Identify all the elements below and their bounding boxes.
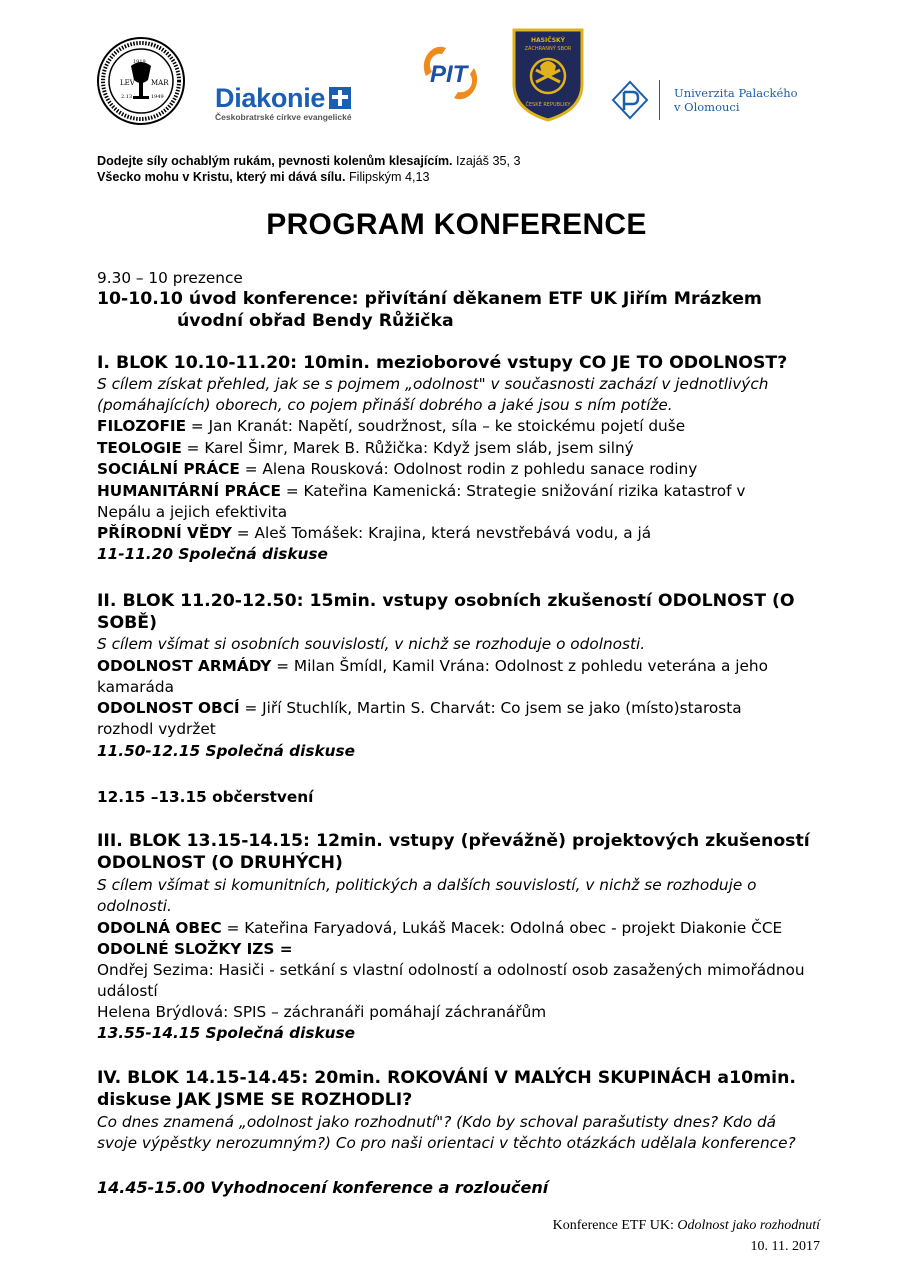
intro-prezence: 9.30 – 10 prezence <box>97 269 243 287</box>
blok1-desc-1: S cílem získat přehled, jak se s pojmem „odolnost" v současnosti zachází v jednotlivých <box>97 375 769 393</box>
seal-lev: LEV <box>120 79 135 87</box>
seal-mar: MAR <box>151 79 169 87</box>
blok4-desc-2: svoje výpěstky nerozumným?) Co pro naši orientaci v těchto otázkách udělala konference? <box>97 1134 796 1152</box>
item-text: = Kateřina Kamenická: Strategie snižování rizika katastrof v <box>280 482 746 500</box>
motto-quote-1: Dodejte síly ochablým rukám, pevnosti kolenům klesajícím. <box>97 154 453 168</box>
blok1-desc-2: (pomáhajících) oborech, co pojem přináší dobrého a jaké jsou s ním potíže. <box>97 396 673 414</box>
blok1-item-teologie <box>97 438 634 459</box>
footer-name: Odolnost jako rozhodnutí <box>677 1218 820 1233</box>
seal-logo <box>96 36 186 126</box>
diakonie-cross-icon <box>329 87 351 109</box>
blok3-item-izs: ODOLNÉ SLOŽKY IZS = <box>97 940 293 958</box>
hzs-logo <box>510 26 586 122</box>
blok3-item-obec <box>97 918 782 939</box>
blok3-desc-2: odolnosti. <box>97 897 172 915</box>
motto-quote-2: Všecko mohu v Kristu, který mi dává sílu. <box>97 170 346 184</box>
blok3-heading-2: ODOLNOST (O DRUHÝCH) <box>97 853 343 873</box>
item-field: FILOZOFIE <box>97 417 187 435</box>
hzs-bottom-text: ČESKÉ REPUBLIKY <box>525 102 571 108</box>
motto-line-1 <box>97 153 520 169</box>
seal-ref: 2.13 <box>121 94 133 100</box>
blok1-item-socialni <box>97 459 697 480</box>
blok3-item-izs-line3: Helena Brýdlová: SPIS – záchranáři pomáhají záchranářům <box>97 1003 547 1021</box>
item-text: = Jan Kranát: Napětí, soudržnost, síla – ke stoickému pojetí duše <box>186 417 686 435</box>
blok2-item-obci <box>97 698 742 719</box>
upol-emblem-icon <box>611 80 649 120</box>
intro-uvod: 10-10.10 úvod konference: přivítání děkanem ETF UK Jiřím Mrázkem <box>97 289 762 309</box>
blok1-item-prirodni <box>97 523 651 544</box>
item-field: ODOLNOST OBCÍ <box>97 699 240 717</box>
pit-logo <box>416 38 486 108</box>
item-field: PŘÍRODNÍ VĚDY <box>97 524 232 542</box>
blok4-desc-1: Co dnes znamená „odolnost jako rozhodnutí"? (Kdo by schoval parašutisty dnes? Kdo dá <box>97 1113 777 1131</box>
item-field: ODOLNOST ARMÁDY <box>97 657 272 675</box>
diakonie-logo <box>215 84 352 122</box>
blok1-item-filozofie <box>97 416 685 437</box>
item-text: = Jiří Stuchlík, Martin S. Charvát: Co jsem se jako (místo)starosta <box>239 699 742 717</box>
item-text: = Alena Rousková: Odolnost rodin z pohledu sanace rodiny <box>239 460 698 478</box>
blok3-desc-1: S cílem všímat si komunitních, politických a dalších souvislostí, v nichž se rozhoduje o <box>97 876 757 894</box>
page-title: PROGRAM KONFERENCE <box>266 208 647 241</box>
blok1-item-humanitarni <box>97 481 745 502</box>
blok2-discussion: 11.50-12.15 Společná diskuse <box>97 742 355 760</box>
seal-year1: 1919 <box>133 59 146 65</box>
blok3-item-izs-line1: Ondřej Sezima: Hasiči - setkání s vlastní odolností a odolností osob zasažených mimořádnou <box>97 961 805 979</box>
blok2-item-obci-cont: rozhodl vydržet <box>97 720 216 738</box>
blok3-discussion: 13.55-14.15 Společná diskuse <box>97 1024 355 1042</box>
blok3-heading-1: III. BLOK 13.15-14.15: 12min. vstupy (převážně) projektových zkušeností <box>97 831 810 851</box>
motto-line-2 <box>97 169 429 185</box>
blok2-heading-1: II. BLOK 11.20-12.50: 15min. vstupy osobních zkušeností ODOLNOST (O <box>97 591 795 611</box>
blok1-heading: I. BLOK 10.10-11.20: 10min. mezioborové vstupy CO JE TO ODOLNOST? <box>97 353 788 373</box>
item-field: HUMANITÁRNÍ PRÁCE <box>97 482 281 500</box>
item-text: = Karel Šimr, Marek B. Růžička: Když jsem sláb, jsem silný <box>181 439 634 457</box>
footer-conference <box>553 1216 820 1236</box>
diakonie-name: Diakonie <box>215 83 326 113</box>
blok2-desc: S cílem všímat si osobních souvislostí, v nichž se rozhoduje o odolnosti. <box>97 635 646 653</box>
logo-row <box>0 0 913 140</box>
footer-date: 10. 11. 2017 <box>750 1239 820 1254</box>
closing-line: 14.45-15.00 Vyhodnocení konference a rozloučení <box>97 1178 549 1197</box>
upol-divider <box>659 80 660 120</box>
upol-logo <box>611 80 798 120</box>
blok2-heading-2: SOBĚ) <box>97 613 158 633</box>
break-refreshments: 12.15 –13.15 občerstvení <box>97 788 314 806</box>
item-text: = Kateřina Faryadová, Lukáš Macek: Odolná obec - projekt Diakonie ČCE <box>221 919 783 937</box>
item-field: ODOLNÁ OBEC <box>97 919 222 937</box>
motto-ref-1: Izajáš 35, 3 <box>452 154 521 168</box>
motto-ref-2: Filipským 4,13 <box>345 170 430 184</box>
item-field: SOCIÁLNÍ PRÁCE <box>97 460 240 478</box>
blok1-discussion: 11-11.20 Společná diskuse <box>97 545 328 563</box>
blok4-heading-2: diskuse JAK JSME SE ROZHODLI? <box>97 1090 413 1110</box>
item-text: = Milan Šmídl, Kamil Vrána: Odolnost z pohledu veterána a jeho <box>271 657 768 675</box>
pit-text: PIT <box>430 61 468 88</box>
blok2-item-armady-cont: kamaráda <box>97 678 174 696</box>
upol-line1: Univerzita Palackého <box>674 86 798 100</box>
blok3-item-izs-line2: událostí <box>97 982 158 1000</box>
hzs-mid-text: ZÁCHRANNÝ SBOR <box>524 46 572 52</box>
blok1-item-humanitarni-cont: Nepálu a jejich efektivita <box>97 503 288 521</box>
hzs-top-text: HASIČSKÝ <box>530 37 566 44</box>
item-text: = Aleš Tomášek: Krajina, která nevstřebává vodu, a já <box>231 524 652 542</box>
upol-line2: v Olomouci <box>674 100 740 114</box>
seal-year2: 1949 <box>151 94 164 100</box>
footer-label: Konference ETF UK: <box>552 1218 678 1233</box>
intro-obrad: úvodní obřad Bendy Růžička <box>177 311 454 331</box>
item-field: TEOLOGIE <box>97 439 182 457</box>
diakonie-subtitle: Českobratrské církve evangelické <box>215 112 352 122</box>
blok2-item-armady <box>97 656 768 677</box>
blok4-heading-1: IV. BLOK 14.15-14.45: 20min. ROKOVÁNÍ V MALÝCH SKUPINÁCH a10min. <box>97 1068 796 1088</box>
